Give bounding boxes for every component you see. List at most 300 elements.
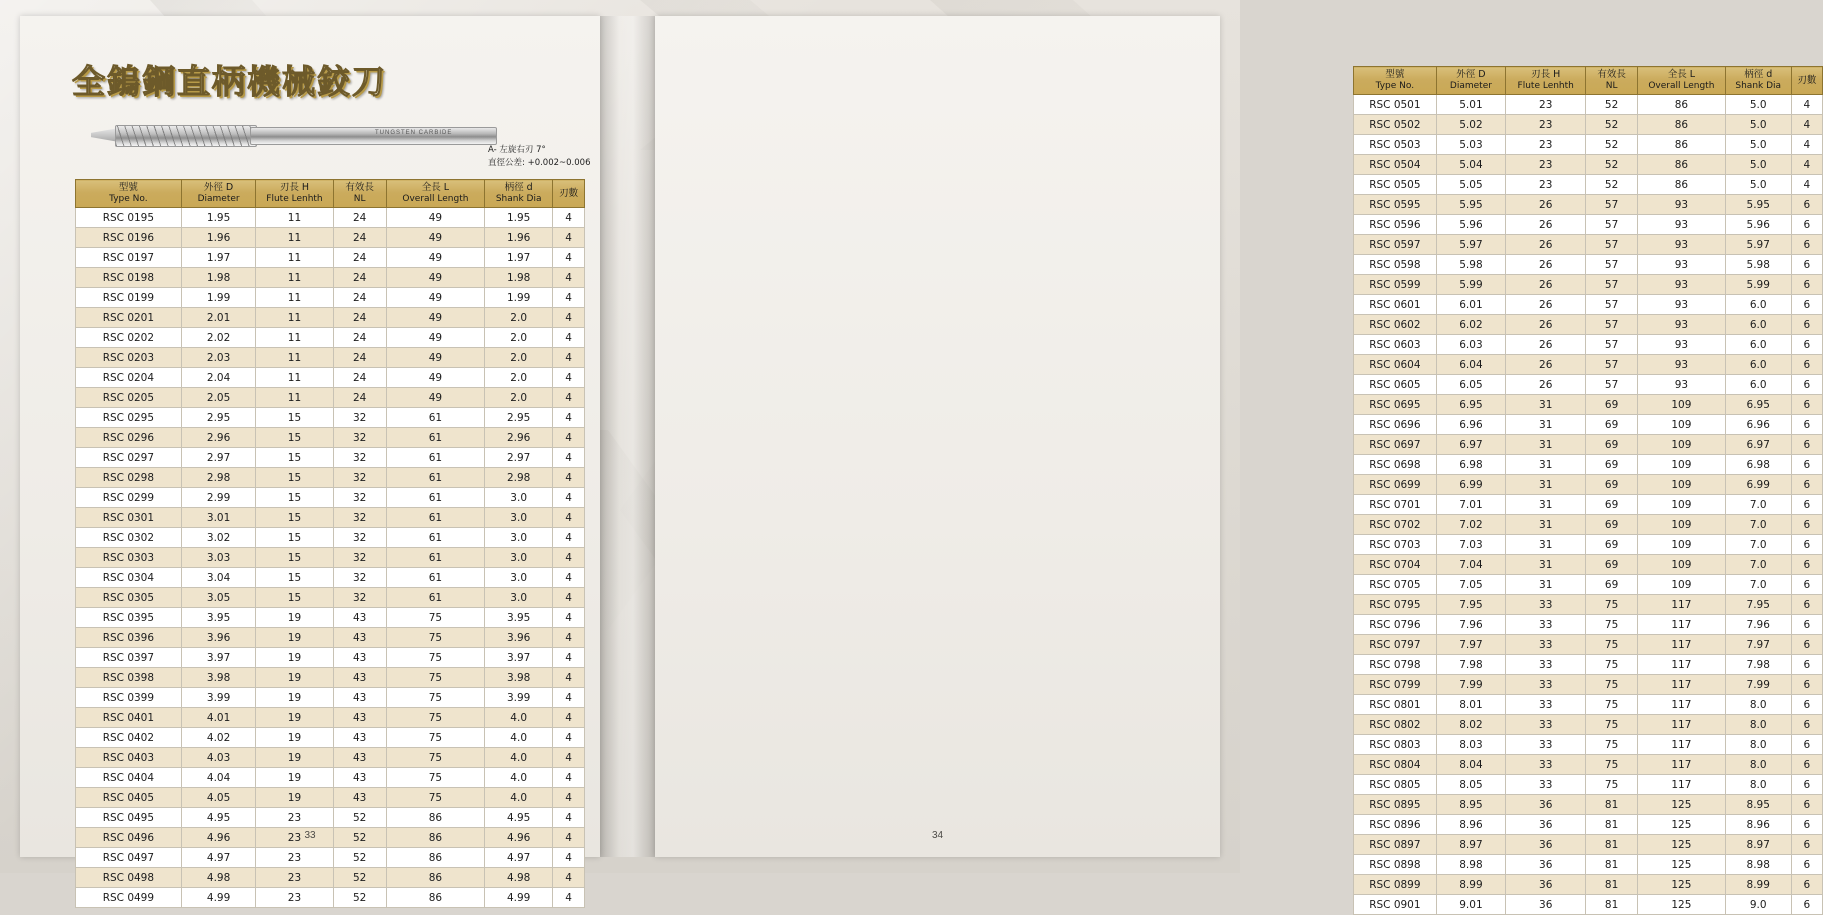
cell-overall-length: 61 — [386, 448, 484, 468]
cell-type-no: RSC 0201 — [76, 308, 182, 328]
cell-flute-length: 31 — [1506, 555, 1586, 575]
table-row — [76, 328, 585, 348]
table-row — [1354, 555, 1823, 575]
cell-overall-length: 75 — [386, 608, 484, 628]
table-row — [1354, 235, 1823, 255]
cell-flute-count: 6 — [1791, 815, 1822, 835]
cell-flute-count: 6 — [1791, 615, 1822, 635]
cell-nl: 69 — [1586, 415, 1638, 435]
cell-flute-count: 6 — [1791, 315, 1822, 335]
cell-shank-dia: 4.95 — [485, 808, 553, 828]
cell-type-no: RSC 0603 — [1354, 335, 1437, 355]
cell-nl: 52 — [333, 848, 386, 868]
cell-flute-count: 6 — [1791, 515, 1822, 535]
cell-flute-count: 4 — [1791, 135, 1822, 155]
table-row — [1354, 495, 1823, 515]
table-row — [1354, 255, 1823, 275]
table-row — [76, 708, 585, 728]
cell-overall-length: 86 — [1637, 135, 1725, 155]
cell-type-no: RSC 0499 — [76, 888, 182, 908]
cell-diameter: 2.05 — [181, 388, 256, 408]
table-row — [76, 748, 585, 768]
cell-type-no: RSC 0795 — [1354, 595, 1437, 615]
cell-nl: 32 — [333, 468, 386, 488]
cell-flute-count: 6 — [1791, 575, 1822, 595]
cell-flute-length: 19 — [256, 788, 333, 808]
cell-overall-length: 93 — [1637, 295, 1725, 315]
table-row — [76, 488, 585, 508]
reamer-illustration — [75, 114, 495, 156]
cell-diameter: 4.96 — [181, 828, 256, 848]
cell-diameter: 3.03 — [181, 548, 256, 568]
cell-flute-length: 31 — [1506, 455, 1586, 475]
cell-type-no: RSC 0205 — [76, 388, 182, 408]
cell-type-no: RSC 0399 — [76, 688, 182, 708]
cell-flute-length: 23 — [256, 808, 333, 828]
cell-shank-dia: 8.96 — [1725, 815, 1791, 835]
cell-flute-count: 4 — [553, 748, 585, 768]
cell-diameter: 4.99 — [181, 888, 256, 908]
left-page — [20, 16, 600, 904]
table-row — [1354, 535, 1823, 555]
cell-overall-length: 75 — [386, 748, 484, 768]
cell-nl: 75 — [1586, 655, 1638, 675]
cell-flute-length: 15 — [256, 588, 333, 608]
cell-nl: 43 — [333, 708, 386, 728]
cell-nl: 52 — [333, 828, 386, 848]
cell-shank-dia: 7.99 — [1725, 675, 1791, 695]
col-diameter: 外徑 D Diameter — [181, 180, 256, 208]
cell-flute-count: 4 — [553, 388, 585, 408]
cell-nl: 69 — [1586, 455, 1638, 475]
cell-nl: 81 — [1586, 815, 1638, 835]
cell-overall-length: 117 — [1637, 635, 1725, 655]
cell-type-no: RSC 0301 — [76, 508, 182, 528]
cell-shank-dia: 6.99 — [1725, 475, 1791, 495]
cell-flute-length: 11 — [256, 348, 333, 368]
cell-flute-count: 4 — [553, 368, 585, 388]
cell-nl: 57 — [1586, 295, 1638, 315]
cell-flute-length: 23 — [256, 848, 333, 868]
cell-overall-length: 75 — [386, 788, 484, 808]
cell-shank-dia: 1.99 — [485, 288, 553, 308]
cell-flute-count: 6 — [1791, 335, 1822, 355]
cell-nl: 43 — [333, 748, 386, 768]
cell-diameter: 7.01 — [1436, 495, 1505, 515]
cell-nl: 24 — [333, 208, 386, 228]
cell-overall-length: 49 — [386, 308, 484, 328]
table-row — [76, 628, 585, 648]
cell-flute-length: 26 — [1506, 195, 1586, 215]
cell-diameter: 3.96 — [181, 628, 256, 648]
cell-diameter: 4.01 — [181, 708, 256, 728]
cell-diameter: 5.98 — [1436, 255, 1505, 275]
cell-flute-count: 4 — [553, 608, 585, 628]
cell-flute-length: 31 — [1506, 415, 1586, 435]
cell-overall-length: 86 — [1637, 175, 1725, 195]
cell-flute-length: 15 — [256, 428, 333, 448]
cell-type-no: RSC 0197 — [76, 248, 182, 268]
cell-nl: 57 — [1586, 255, 1638, 275]
cell-type-no: RSC 0802 — [1354, 715, 1437, 735]
cell-shank-dia: 2.0 — [485, 348, 553, 368]
cell-flute-count: 4 — [553, 528, 585, 548]
cell-shank-dia: 2.96 — [485, 428, 553, 448]
cell-flute-length: 19 — [256, 648, 333, 668]
cell-diameter: 3.02 — [181, 528, 256, 548]
cell-nl: 32 — [333, 448, 386, 468]
cell-diameter: 6.05 — [1436, 375, 1505, 395]
cell-overall-length: 61 — [386, 508, 484, 528]
cell-shank-dia: 6.0 — [1725, 335, 1791, 355]
cell-type-no: RSC 0296 — [76, 428, 182, 448]
cell-type-no: RSC 0496 — [76, 828, 182, 848]
cell-flute-count: 6 — [1791, 295, 1822, 315]
cell-flute-count: 4 — [553, 468, 585, 488]
cell-shank-dia: 3.99 — [485, 688, 553, 708]
cell-type-no: RSC 0495 — [76, 808, 182, 828]
col-flute-count: 刃數 — [1791, 67, 1822, 95]
cell-flute-length: 31 — [1506, 435, 1586, 455]
table-row — [1354, 595, 1823, 615]
cell-diameter: 8.95 — [1436, 795, 1505, 815]
cell-type-no: RSC 0195 — [76, 208, 182, 228]
cell-shank-dia: 8.0 — [1725, 695, 1791, 715]
cell-type-no: RSC 0401 — [76, 708, 182, 728]
cell-diameter: 6.95 — [1436, 395, 1505, 415]
cell-flute-length: 26 — [1506, 355, 1586, 375]
cell-diameter: 7.98 — [1436, 655, 1505, 675]
cell-overall-length: 49 — [386, 208, 484, 228]
cell-overall-length: 109 — [1637, 455, 1725, 475]
cell-flute-count: 4 — [553, 308, 585, 328]
cell-flute-length: 26 — [1506, 255, 1586, 275]
cell-overall-length: 109 — [1637, 575, 1725, 595]
table-row — [1354, 895, 1823, 915]
table-row — [76, 808, 585, 828]
cell-type-no: RSC 0796 — [1354, 615, 1437, 635]
cell-shank-dia: 5.0 — [1725, 95, 1791, 115]
cell-overall-length: 109 — [1637, 415, 1725, 435]
cell-diameter: 3.95 — [181, 608, 256, 628]
cell-nl: 24 — [333, 388, 386, 408]
table-row — [76, 528, 585, 548]
table-row — [1354, 575, 1823, 595]
cell-flute-count: 6 — [1791, 275, 1822, 295]
cell-nl: 69 — [1586, 515, 1638, 535]
cell-diameter: 6.98 — [1436, 455, 1505, 475]
cell-overall-length: 61 — [386, 548, 484, 568]
cell-flute-length: 31 — [1506, 535, 1586, 555]
cell-shank-dia: 4.0 — [485, 728, 553, 748]
table-row — [1354, 375, 1823, 395]
cell-flute-count: 6 — [1791, 235, 1822, 255]
cell-flute-count: 6 — [1791, 375, 1822, 395]
cell-shank-dia: 2.98 — [485, 468, 553, 488]
cell-overall-length: 93 — [1637, 235, 1725, 255]
cell-type-no: RSC 0896 — [1354, 815, 1437, 835]
cell-nl: 32 — [333, 528, 386, 548]
cell-flute-length: 11 — [256, 268, 333, 288]
cell-overall-length: 75 — [386, 668, 484, 688]
cell-overall-length: 93 — [1637, 215, 1725, 235]
cell-flute-length: 23 — [256, 868, 333, 888]
cell-shank-dia: 6.98 — [1725, 455, 1791, 475]
cell-nl: 24 — [333, 228, 386, 248]
cell-flute-length: 36 — [1506, 895, 1586, 915]
cell-diameter: 1.98 — [181, 268, 256, 288]
table-row — [1354, 295, 1823, 315]
cell-nl: 32 — [333, 588, 386, 608]
cell-type-no: RSC 0804 — [1354, 755, 1437, 775]
cell-overall-length: 125 — [1637, 875, 1725, 895]
cell-type-no: RSC 0598 — [1354, 255, 1437, 275]
col-type-no: 型號 Type No. — [1354, 67, 1437, 95]
cell-nl: 81 — [1586, 855, 1638, 875]
cell-nl: 69 — [1586, 535, 1638, 555]
table-row — [76, 868, 585, 888]
table-row — [1354, 735, 1823, 755]
cell-flute-length: 36 — [1506, 815, 1586, 835]
cell-overall-length: 61 — [386, 428, 484, 448]
cell-diameter: 3.98 — [181, 668, 256, 688]
cell-flute-length: 26 — [1506, 235, 1586, 255]
cell-overall-length: 75 — [386, 688, 484, 708]
cell-flute-count: 6 — [1791, 595, 1822, 615]
cell-overall-length: 93 — [1637, 335, 1725, 355]
table-row — [1354, 835, 1823, 855]
cell-shank-dia: 8.98 — [1725, 855, 1791, 875]
cell-type-no: RSC 0899 — [1354, 875, 1437, 895]
cell-flute-length: 15 — [256, 528, 333, 548]
cell-type-no: RSC 0805 — [1354, 775, 1437, 795]
cell-shank-dia: 7.0 — [1725, 575, 1791, 595]
cell-diameter: 2.99 — [181, 488, 256, 508]
table-row — [1354, 475, 1823, 495]
table-row — [76, 788, 585, 808]
cell-flute-count: 4 — [553, 428, 585, 448]
cell-shank-dia: 4.99 — [485, 888, 553, 908]
cell-flute-length: 19 — [256, 768, 333, 788]
cell-overall-length: 117 — [1637, 675, 1725, 695]
cell-flute-count: 6 — [1791, 475, 1822, 495]
cell-type-no: RSC 0898 — [1354, 855, 1437, 875]
cell-diameter: 5.02 — [1436, 115, 1505, 135]
cell-flute-count: 4 — [1791, 95, 1822, 115]
cell-overall-length: 93 — [1637, 315, 1725, 335]
cell-diameter: 1.95 — [181, 208, 256, 228]
cell-flute-count: 4 — [553, 888, 585, 908]
cell-flute-count: 4 — [553, 828, 585, 848]
cell-overall-length: 49 — [386, 368, 484, 388]
reamer-flutes — [115, 125, 257, 147]
cell-diameter: 6.97 — [1436, 435, 1505, 455]
cell-overall-length: 125 — [1637, 795, 1725, 815]
cell-flute-length: 33 — [1506, 655, 1586, 675]
cell-diameter: 2.04 — [181, 368, 256, 388]
cell-nl: 69 — [1586, 395, 1638, 415]
cell-overall-length: 61 — [386, 588, 484, 608]
cell-shank-dia: 8.0 — [1725, 755, 1791, 775]
cell-diameter: 1.96 — [181, 228, 256, 248]
cell-flute-count: 6 — [1791, 715, 1822, 735]
cell-shank-dia: 2.0 — [485, 368, 553, 388]
cell-shank-dia: 4.96 — [485, 828, 553, 848]
cell-nl: 32 — [333, 488, 386, 508]
cell-flute-count: 6 — [1791, 395, 1822, 415]
cell-nl: 43 — [333, 768, 386, 788]
cell-type-no: RSC 0901 — [1354, 895, 1437, 915]
cell-flute-count: 4 — [553, 268, 585, 288]
cell-flute-count: 4 — [553, 708, 585, 728]
cell-type-no: RSC 0597 — [1354, 235, 1437, 255]
cell-flute-length: 23 — [1506, 155, 1586, 175]
cell-flute-count: 4 — [553, 208, 585, 228]
right-spec-table — [1353, 66, 1823, 915]
cell-shank-dia: 8.0 — [1725, 775, 1791, 795]
cell-flute-length: 33 — [1506, 775, 1586, 795]
cell-flute-count: 6 — [1791, 495, 1822, 515]
table-row — [76, 248, 585, 268]
table-row — [76, 848, 585, 868]
cell-overall-length: 117 — [1637, 695, 1725, 715]
table-row — [1354, 755, 1823, 775]
table-row — [1354, 135, 1823, 155]
cell-nl: 69 — [1586, 555, 1638, 575]
cell-flute-count: 6 — [1791, 895, 1822, 915]
cell-diameter: 7.05 — [1436, 575, 1505, 595]
cell-flute-length: 19 — [256, 708, 333, 728]
cell-flute-count: 6 — [1791, 755, 1822, 775]
table-row — [1354, 815, 1823, 835]
cell-flute-length: 33 — [1506, 595, 1586, 615]
cell-flute-length: 31 — [1506, 395, 1586, 415]
cell-nl: 24 — [333, 368, 386, 388]
cell-shank-dia: 8.95 — [1725, 795, 1791, 815]
table-row — [76, 588, 585, 608]
cell-diameter: 2.03 — [181, 348, 256, 368]
cell-flute-length: 26 — [1506, 295, 1586, 315]
cell-nl: 57 — [1586, 335, 1638, 355]
table-row — [1354, 355, 1823, 375]
cell-shank-dia: 5.97 — [1725, 235, 1791, 255]
cell-flute-length: 33 — [1506, 735, 1586, 755]
cell-diameter: 6.99 — [1436, 475, 1505, 495]
cell-diameter: 6.04 — [1436, 355, 1505, 375]
right-page — [655, 16, 1817, 911]
cell-overall-length: 117 — [1637, 775, 1725, 795]
cell-diameter: 9.01 — [1436, 895, 1505, 915]
col-type-no: 型號 Type No. — [76, 180, 182, 208]
cell-overall-length: 49 — [386, 388, 484, 408]
cell-diameter: 8.01 — [1436, 695, 1505, 715]
cell-flute-length: 11 — [256, 328, 333, 348]
cell-overall-length: 61 — [386, 468, 484, 488]
cell-flute-length: 36 — [1506, 855, 1586, 875]
cell-diameter: 6.01 — [1436, 295, 1505, 315]
table-row — [1354, 415, 1823, 435]
cell-shank-dia: 2.95 — [485, 408, 553, 428]
reamer-shank — [250, 127, 497, 145]
cell-type-no: RSC 0199 — [76, 288, 182, 308]
cell-flute-count: 4 — [1791, 115, 1822, 135]
cell-type-no: RSC 0601 — [1354, 295, 1437, 315]
table-row — [76, 608, 585, 628]
cell-flute-count: 4 — [553, 728, 585, 748]
cell-nl: 32 — [333, 568, 386, 588]
cell-flute-length: 19 — [256, 728, 333, 748]
cell-flute-count: 6 — [1791, 875, 1822, 895]
cell-diameter: 2.95 — [181, 408, 256, 428]
cell-type-no: RSC 0605 — [1354, 375, 1437, 395]
cell-diameter: 2.97 — [181, 448, 256, 468]
cell-shank-dia: 7.96 — [1725, 615, 1791, 635]
cell-flute-length: 26 — [1506, 375, 1586, 395]
col-flute-length: 刃長 H Flute Lenhth — [1506, 67, 1586, 95]
cell-shank-dia: 7.97 — [1725, 635, 1791, 655]
cell-type-no: RSC 0299 — [76, 488, 182, 508]
cell-flute-length: 36 — [1506, 835, 1586, 855]
cell-flute-count: 4 — [553, 668, 585, 688]
cell-diameter: 7.96 — [1436, 615, 1505, 635]
page-number: 33 — [304, 830, 316, 841]
cell-type-no: RSC 0604 — [1354, 355, 1437, 375]
cell-flute-count: 6 — [1791, 835, 1822, 855]
table-row — [1354, 715, 1823, 735]
table-row — [76, 368, 585, 388]
cell-overall-length: 86 — [386, 848, 484, 868]
cell-nl: 43 — [333, 628, 386, 648]
cell-flute-length: 19 — [256, 748, 333, 768]
cell-type-no: RSC 0702 — [1354, 515, 1437, 535]
cell-type-no: RSC 0505 — [1354, 175, 1437, 195]
cell-diameter: 6.02 — [1436, 315, 1505, 335]
table-row — [76, 508, 585, 528]
cell-diameter: 4.98 — [181, 868, 256, 888]
cell-type-no: RSC 0503 — [1354, 135, 1437, 155]
cell-diameter: 8.96 — [1436, 815, 1505, 835]
cell-nl: 52 — [1586, 135, 1638, 155]
cell-diameter: 5.99 — [1436, 275, 1505, 295]
cell-overall-length: 61 — [386, 528, 484, 548]
cell-flute-count: 6 — [1791, 795, 1822, 815]
cell-overall-length: 117 — [1637, 715, 1725, 735]
cell-shank-dia: 7.0 — [1725, 495, 1791, 515]
cell-nl: 24 — [333, 328, 386, 348]
cell-flute-count: 4 — [553, 288, 585, 308]
cell-shank-dia: 2.0 — [485, 328, 553, 348]
table-row — [76, 688, 585, 708]
note-line-1: A- 左旋右刃 7° — [488, 145, 546, 155]
cell-flute-length: 15 — [256, 548, 333, 568]
cell-type-no: RSC 0502 — [1354, 115, 1437, 135]
cell-overall-length: 125 — [1637, 855, 1725, 875]
cell-flute-count: 4 — [553, 228, 585, 248]
cell-overall-length: 49 — [386, 228, 484, 248]
cell-shank-dia: 5.98 — [1725, 255, 1791, 275]
table-row — [76, 428, 585, 448]
cell-flute-count: 6 — [1791, 695, 1822, 715]
cell-flute-length: 36 — [1506, 795, 1586, 815]
table-row — [76, 348, 585, 368]
cell-nl: 81 — [1586, 835, 1638, 855]
cell-overall-length: 49 — [386, 288, 484, 308]
cell-flute-length: 23 — [256, 828, 333, 848]
cell-diameter: 3.01 — [181, 508, 256, 528]
cell-type-no: RSC 0696 — [1354, 415, 1437, 435]
cell-nl: 24 — [333, 268, 386, 288]
cell-shank-dia: 6.95 — [1725, 395, 1791, 415]
